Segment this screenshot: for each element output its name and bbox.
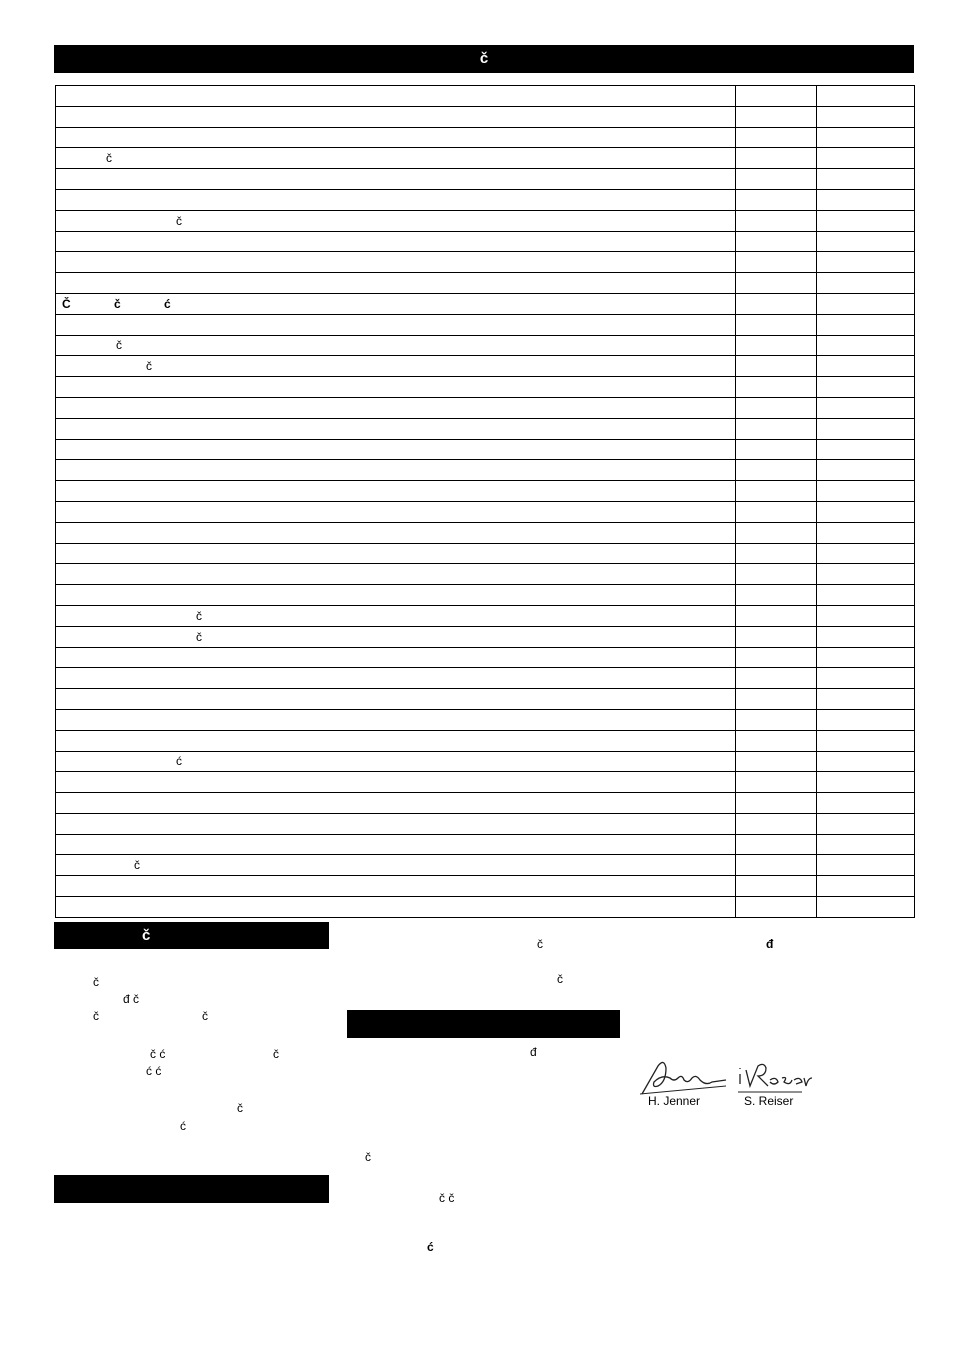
table-cell-unit [736, 481, 817, 502]
left-text-fragment: đ č [123, 992, 140, 1006]
table-row [56, 231, 915, 252]
table-cell-value [817, 273, 915, 294]
table-cell-value [817, 314, 915, 335]
table-cell-unit [736, 189, 817, 210]
table-cell-label [56, 252, 736, 273]
table-cell-value [817, 293, 915, 314]
table-cell-label [56, 418, 736, 439]
table-cell-value [817, 106, 915, 127]
table-cell-value [817, 356, 915, 377]
table-cell-unit [736, 418, 817, 439]
table-row [56, 772, 915, 793]
table-cell-label [56, 397, 736, 418]
table-cell-label [56, 605, 736, 626]
table-cell-value [817, 793, 915, 814]
left-text-fragment: č [273, 1047, 279, 1061]
table-cell-label [56, 522, 736, 543]
table-cell-label [56, 377, 736, 398]
table-row [56, 293, 915, 314]
table-cell-value [817, 335, 915, 356]
left-text-fragment: č [237, 1101, 243, 1115]
table-row [56, 148, 915, 169]
table-cell-label [56, 293, 736, 314]
table-row [56, 543, 915, 564]
table-cell-text: č [176, 213, 182, 228]
table-cell-value [817, 751, 915, 772]
left-text-fragment: č [93, 975, 99, 989]
table-cell-text: č [134, 858, 140, 873]
table-cell-value [817, 231, 915, 252]
table-row [56, 106, 915, 127]
table-cell-value [817, 481, 915, 502]
table-cell-value [817, 876, 915, 897]
table-cell-label [56, 543, 736, 564]
table-cell-label [56, 439, 736, 460]
table-cell-label [56, 585, 736, 606]
table-cell-label [56, 335, 736, 356]
table-cell-value [817, 626, 915, 647]
table-cell-label [56, 668, 736, 689]
table-cell-label [56, 793, 736, 814]
table-row [56, 189, 915, 210]
table-cell-unit [736, 647, 817, 668]
table-cell-text: č [196, 629, 202, 644]
table-cell-value [817, 169, 915, 190]
table-row [56, 855, 915, 876]
table-cell-value [817, 543, 915, 564]
table-cell-unit [736, 460, 817, 481]
table-cell-unit [736, 439, 817, 460]
table-cell-unit [736, 709, 817, 730]
table-cell-unit [736, 293, 817, 314]
table-cell-value [817, 501, 915, 522]
table-cell-label [56, 626, 736, 647]
table-cell-value [817, 439, 915, 460]
table-row [56, 397, 915, 418]
table-row [56, 834, 915, 855]
table-cell-unit [736, 855, 817, 876]
table-cell-value [817, 855, 915, 876]
table-cell-unit [736, 834, 817, 855]
table-cell-unit [736, 689, 817, 710]
signature-name-jenner: H. Jenner [648, 1094, 701, 1108]
table-row [56, 897, 915, 918]
table-cell-label [56, 876, 736, 897]
table-cell-label [56, 106, 736, 127]
table-row [56, 709, 915, 730]
table-cell-label [56, 501, 736, 522]
table-cell-unit [736, 501, 817, 522]
signature-name-reiser: S. Reiser [744, 1094, 794, 1108]
table-cell-value [817, 377, 915, 398]
table-cell-value [817, 252, 915, 273]
table-cell-unit [736, 564, 817, 585]
table-cell-unit [736, 148, 817, 169]
handwritten-signatures-graphic [636, 1056, 812, 1096]
table-cell-unit [736, 876, 817, 897]
table-cell-value [817, 668, 915, 689]
table-cell-unit [736, 522, 817, 543]
left-text-fragment: č ć [150, 1047, 166, 1061]
table-cell-label [56, 460, 736, 481]
table-row [56, 876, 915, 897]
table-cell-value [817, 418, 915, 439]
table-cell-unit [736, 730, 817, 751]
specifications-table [55, 85, 915, 918]
table-cell-text: č [106, 151, 112, 166]
table-cell-value [817, 897, 915, 918]
table-row [56, 626, 915, 647]
table-cell-unit [736, 626, 817, 647]
table-row [56, 439, 915, 460]
table-cell-value [817, 460, 915, 481]
table-cell-unit [736, 106, 817, 127]
table-cell-text: Č č ć [62, 296, 171, 311]
table-row [56, 751, 915, 772]
table-cell-label [56, 813, 736, 834]
table-row [56, 793, 915, 814]
table-row [56, 481, 915, 502]
table-cell-label [56, 86, 736, 107]
table-cell-label [56, 647, 736, 668]
table-cell-text: ć [176, 754, 182, 769]
middle-text-fragment: č [537, 937, 543, 951]
table-cell-label [56, 772, 736, 793]
table-cell-value [817, 689, 915, 710]
table-cell-value [817, 772, 915, 793]
table-cell-value [817, 730, 915, 751]
table-cell-unit [736, 335, 817, 356]
section-header-title: č [479, 50, 489, 67]
table-cell-value [817, 210, 915, 231]
table-row [56, 605, 915, 626]
table-cell-value [817, 86, 915, 107]
table-cell-label [56, 897, 736, 918]
table-cell-label [56, 127, 736, 148]
table-cell-label [56, 834, 736, 855]
table-cell-label [56, 231, 736, 252]
signatures-block [636, 1056, 812, 1110]
table-cell-label [56, 751, 736, 772]
table-row [56, 730, 915, 751]
middle-text-fragment: đ [530, 1045, 537, 1059]
table-cell-unit [736, 356, 817, 377]
table-cell-unit [736, 252, 817, 273]
table-cell-label [56, 273, 736, 294]
table-row [56, 564, 915, 585]
table-row [56, 813, 915, 834]
table-cell-label [56, 314, 736, 335]
table-cell-unit [736, 605, 817, 626]
table-row [56, 314, 915, 335]
middle-text-fragment: đ [766, 937, 774, 951]
left-text-fragment: č [93, 1009, 99, 1023]
table-cell-label [56, 709, 736, 730]
table-cell-unit [736, 397, 817, 418]
table-cell-label [56, 356, 736, 377]
table-row [56, 252, 915, 273]
left-text-fragment: ć [180, 1119, 186, 1133]
table-cell-value [817, 813, 915, 834]
table-cell-value [817, 397, 915, 418]
table-row [56, 460, 915, 481]
table-cell-label [56, 210, 736, 231]
table-cell-value [817, 522, 915, 543]
table-cell-unit [736, 86, 817, 107]
table-cell-unit [736, 210, 817, 231]
left-text-fragment: ć ć [146, 1064, 162, 1078]
table-row [56, 522, 915, 543]
table-cell-value [817, 647, 915, 668]
table-row [56, 647, 915, 668]
middle-text-fragment: ć [427, 1240, 434, 1254]
table-cell-text: č [116, 338, 122, 353]
table-cell-unit [736, 585, 817, 606]
table-row [56, 169, 915, 190]
table-row [56, 335, 915, 356]
table-row [56, 273, 915, 294]
table-cell-value [817, 127, 915, 148]
table-cell-label [56, 148, 736, 169]
table-cell-unit [736, 231, 817, 252]
table-cell-unit [736, 314, 817, 335]
table-cell-unit [736, 273, 817, 294]
table-cell-value [817, 585, 915, 606]
section-header-bar [54, 45, 914, 73]
left-text-fragment: č [202, 1009, 208, 1023]
table-cell-value [817, 564, 915, 585]
left-section-title-bar [54, 922, 329, 949]
table-row [56, 377, 915, 398]
table-row [56, 585, 915, 606]
table-cell-unit [736, 668, 817, 689]
table-row [56, 501, 915, 522]
table-row [56, 668, 915, 689]
table-row [56, 418, 915, 439]
table-cell-label [56, 689, 736, 710]
middle-section-bar [347, 1010, 620, 1038]
table-cell-unit [736, 377, 817, 398]
table-cell-label [56, 189, 736, 210]
table-row [56, 127, 915, 148]
middle-text-fragment: č č [439, 1191, 455, 1205]
table-cell-value [817, 709, 915, 730]
table-cell-unit [736, 772, 817, 793]
table-cell-value [817, 834, 915, 855]
table-cell-label [56, 855, 736, 876]
table-cell-unit [736, 793, 817, 814]
table-cell-text: č [146, 359, 152, 374]
middle-text-fragment: č [557, 972, 563, 986]
table-cell-label [56, 730, 736, 751]
table-cell-label [56, 564, 736, 585]
table-cell-value [817, 189, 915, 210]
table-cell-unit [736, 813, 817, 834]
table-cell-unit [736, 751, 817, 772]
table-row [56, 210, 915, 231]
table-row [56, 356, 915, 377]
table-cell-unit [736, 897, 817, 918]
table-row [56, 86, 915, 107]
table-cell-label [56, 169, 736, 190]
table-cell-text: č [196, 608, 202, 623]
table-cell-unit [736, 127, 817, 148]
left-section-bar-2 [54, 1175, 329, 1203]
table-cell-value [817, 605, 915, 626]
table-cell-unit [736, 169, 817, 190]
middle-text-fragment: č [365, 1150, 371, 1164]
left-section-title: č [142, 927, 151, 944]
table-cell-value [817, 148, 915, 169]
table-cell-label [56, 481, 736, 502]
table-cell-unit [736, 543, 817, 564]
table-row [56, 689, 915, 710]
